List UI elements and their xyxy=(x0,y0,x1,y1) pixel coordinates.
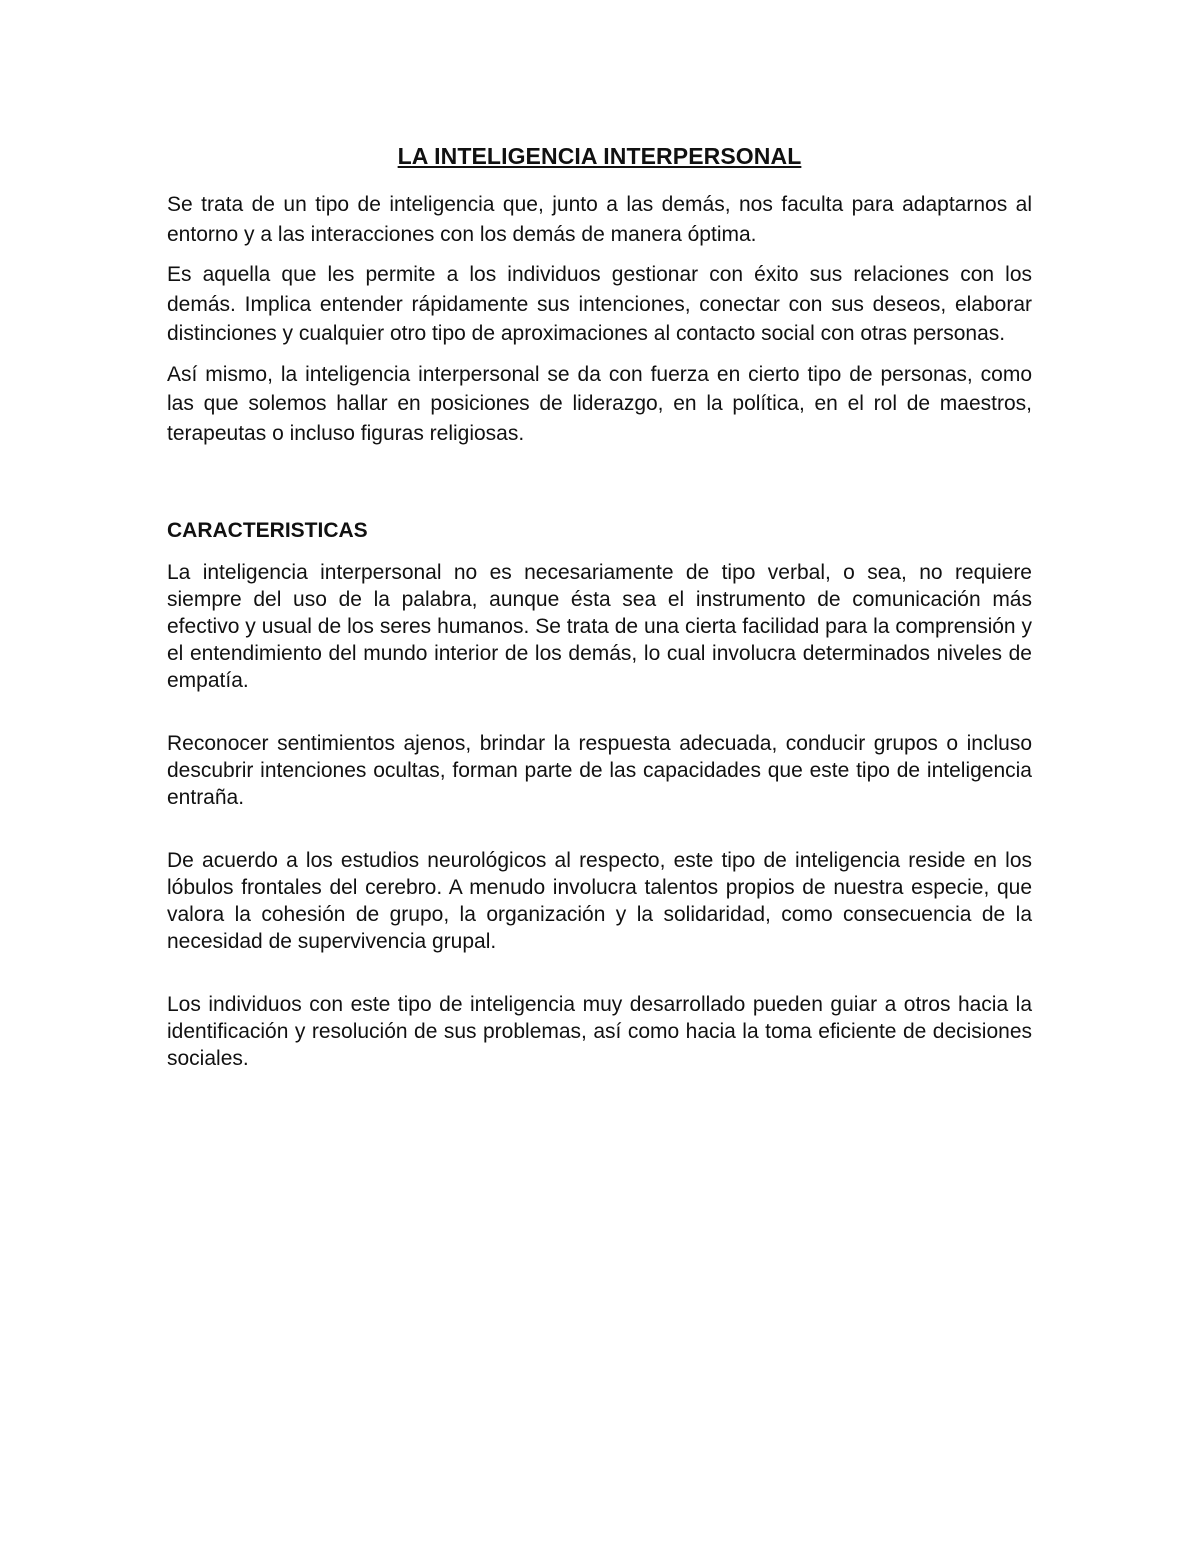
section-heading-caracteristicas: CARACTERISTICAS xyxy=(167,519,368,542)
section-paragraph-3: De acuerdo a los estudios neurológicos al respecto, este tipo de inteligencia reside en los lóbulos frontales del cerebro. A menudo involucra talentos propios de nuestra especie, que valora la cohesión de grupo, la organización y la solidaridad, como consecuencia de la necesidad de supervivencia grupal. xyxy=(167,849,1032,953)
intro-paragraph-1: Se trata de un tipo de inteligencia que, junto a las demás, nos faculta para adaptarnos al entorno y a las interacciones con los demás de manera óptima. xyxy=(167,193,1032,246)
section-spacer xyxy=(167,459,1032,517)
intro-paragraph-3: Así mismo, la inteligencia interpersonal se da con fuerza en cierto tipo de personas, como las que solemos hallar en posiciones de liderazgo, en la política, en el rol de maestros, terapeutas o incluso figuras religiosas. xyxy=(167,362,1032,445)
section-paragraph-4: Los individuos con este tipo de inteligencia muy desarrollado pueden guiar a otros hacia la identificación y resolución de sus problemas, así como hacia la toma eficiente de decisiones sociales. xyxy=(167,993,1032,1070)
document-body xyxy=(167,138,1032,1108)
section-paragraph-1: La inteligencia interpersonal no es necesariamente de tipo verbal, o sea, no requiere siempre del uso de la palabra, aunque ésta sea el instrumento de comunicación más efectivo y usual de los seres humanos. Se trata de una cierta facilidad para la comprensión y el entendimiento del mundo interior de los demás, lo cual involucra determinados niveles de empatía. xyxy=(167,561,1032,692)
document-title: LA INTELIGENCIA INTERPERSONAL xyxy=(397,143,802,169)
intro-paragraph-2: Es aquella que les permite a los individuos gestionar con éxito sus relaciones con los demás. Implica entender rápidamente sus intenciones, conectar con sus deseos, elaborar distinciones y cualquier otro tipo de aproximaciones al contacto social con otras personas. xyxy=(167,263,1032,345)
section-paragraph-2: Reconocer sentimientos ajenos, brindar la respuesta adecuada, conducir grupos o incluso descubrir intenciones ocultas, forman parte de las capacidades que este tipo de inteligencia entraña. xyxy=(167,732,1032,809)
